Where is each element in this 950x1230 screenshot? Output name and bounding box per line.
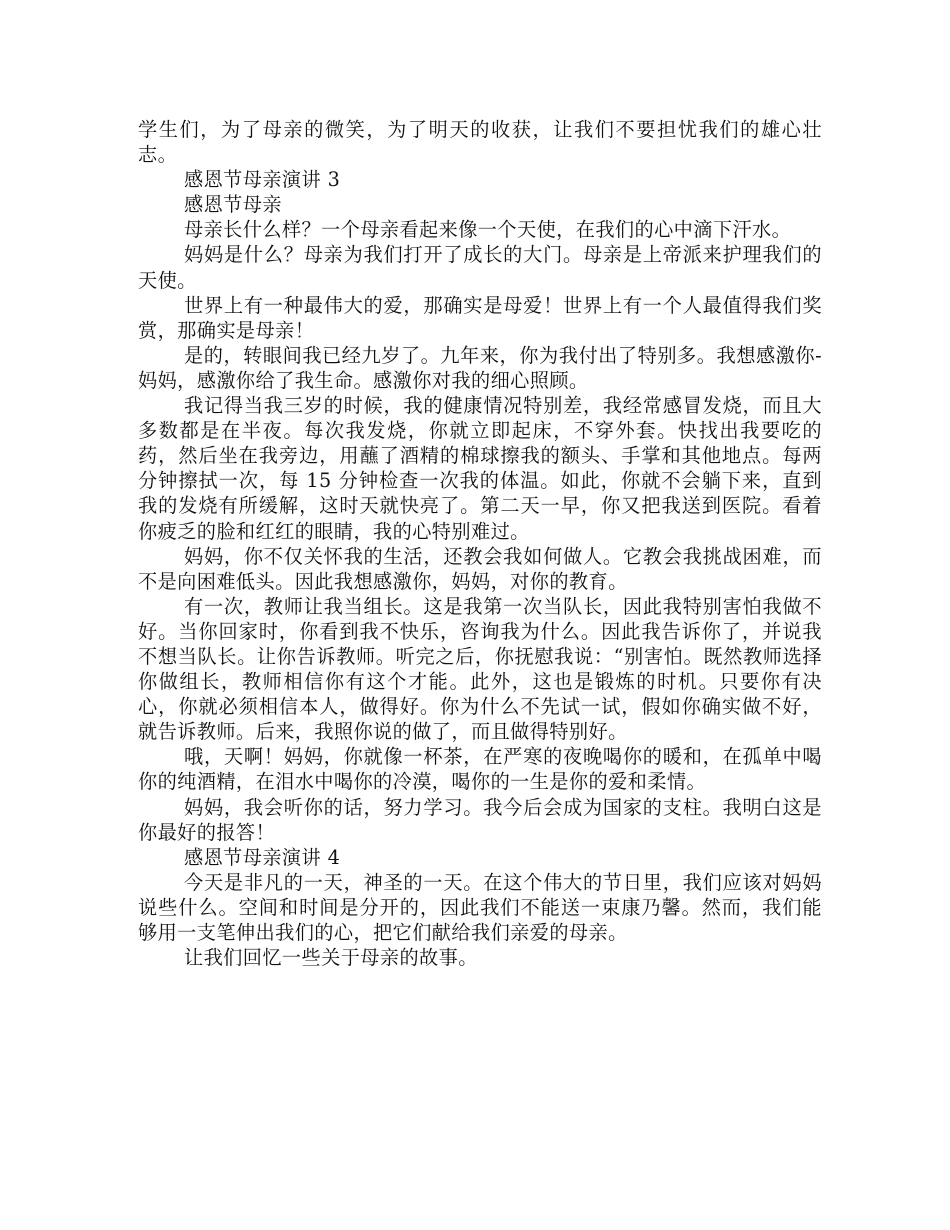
- paragraph-8: 妈妈，你不仅关怀我的生活，还教会我如何做人。它教会我挑战困难，而不是向困难低头。因此我想感激你，妈妈，对你的教育。: [138, 544, 822, 593]
- section-heading-speech-3: 感恩节母亲演讲 3: [184, 168, 341, 192]
- paragraph-0: 学生们，为了母亲的微笑，为了明天的收获，让我们不要担忧我们的雄心壮志。: [138, 118, 822, 167]
- paragraph-9: 有一次，教师让我当组长。这是我第一次当队长，因此我特别害怕我做不好。当你回家时，你看到我不快乐，咨询我为什么。因此我告诉你了，并说我不想当队长。让你告诉教师。听完之后，你抚慰我说：“别害怕。既然教师选择你做组长，教师相信你有这个才能。此外，这也是锻炼的时机。只要你有决心，你就必须相信本人，做得好。你为什么不先试一试，假如你确实做不好，就告诉教师。后来，我照你说的做了，而且做得特别好。: [138, 594, 822, 744]
- paragraph-3: 母亲长什么样？一个母亲看起来像一个天使，在我们的心中滴下汗水。: [184, 218, 792, 242]
- paragraph-4: 妈妈是什么？母亲为我们打开了成长的大门。母亲是上帝派来护理我们的天使。: [138, 243, 822, 292]
- paragraph-7: 我记得当我三岁的时候，我的健康情况特别差，我经常感冒发烧，而且大多数都是在半夜。每次我发烧，你就立即起床，不穿外套。快找出我要吃的药，然后坐在我旁边，用蘸了酒精的棉球擦我的额头、手掌和其他地点。每两分钟擦拭一次，每 15 分钟检查一次我的体温。如此，你就不会躺下来，直到我的发烧有所缓解，这时天就快亮了。第二天一早，你又把我送到医院。看着你疲乏的脸和红红的眼睛，我的心特别难过。: [138, 394, 822, 543]
- paragraph-10: 哦，天啊！妈妈，你就像一杯茶，在严寒的夜晚喝你的暖和，在孤单中喝你的纯酒精，在泪水中喝你的冷漠，喝你的一生是你的爱和柔情。: [138, 745, 822, 794]
- paragraph-14: 让我们回忆一些关于母亲的故事。: [184, 946, 478, 970]
- paragraph-13: 今天是非凡的一天，神圣的一天。在这个伟大的节日里，我们应该对妈妈说些什么。空间和时间是分开的，因此我们不能送一束康乃馨。然而，我们能够用一支笔伸出我们的心，把它们献给我们亲爱的母亲。: [138, 870, 822, 944]
- speech-title: 感恩节母亲: [184, 193, 282, 217]
- paragraph-6: 是的，转眼间我已经九岁了。九年来，你为我付出了特别多。我想感激你-妈妈，感激你给了我生命。感激你对我的细心照顾。: [138, 343, 822, 392]
- paragraph-5: 世界上有一种最伟大的爱，那确实是母爱！世界上有一个人最值得我们奖赏，那确实是母亲！: [138, 293, 822, 342]
- document-page: [138, 117, 822, 970]
- section-heading-speech-4: 感恩节母亲演讲 4: [184, 845, 341, 869]
- paragraph-11: 妈妈，我会听你的话，努力学习。我今后会成为国家的支柱。我明白这是你最好的报答！: [138, 795, 822, 844]
